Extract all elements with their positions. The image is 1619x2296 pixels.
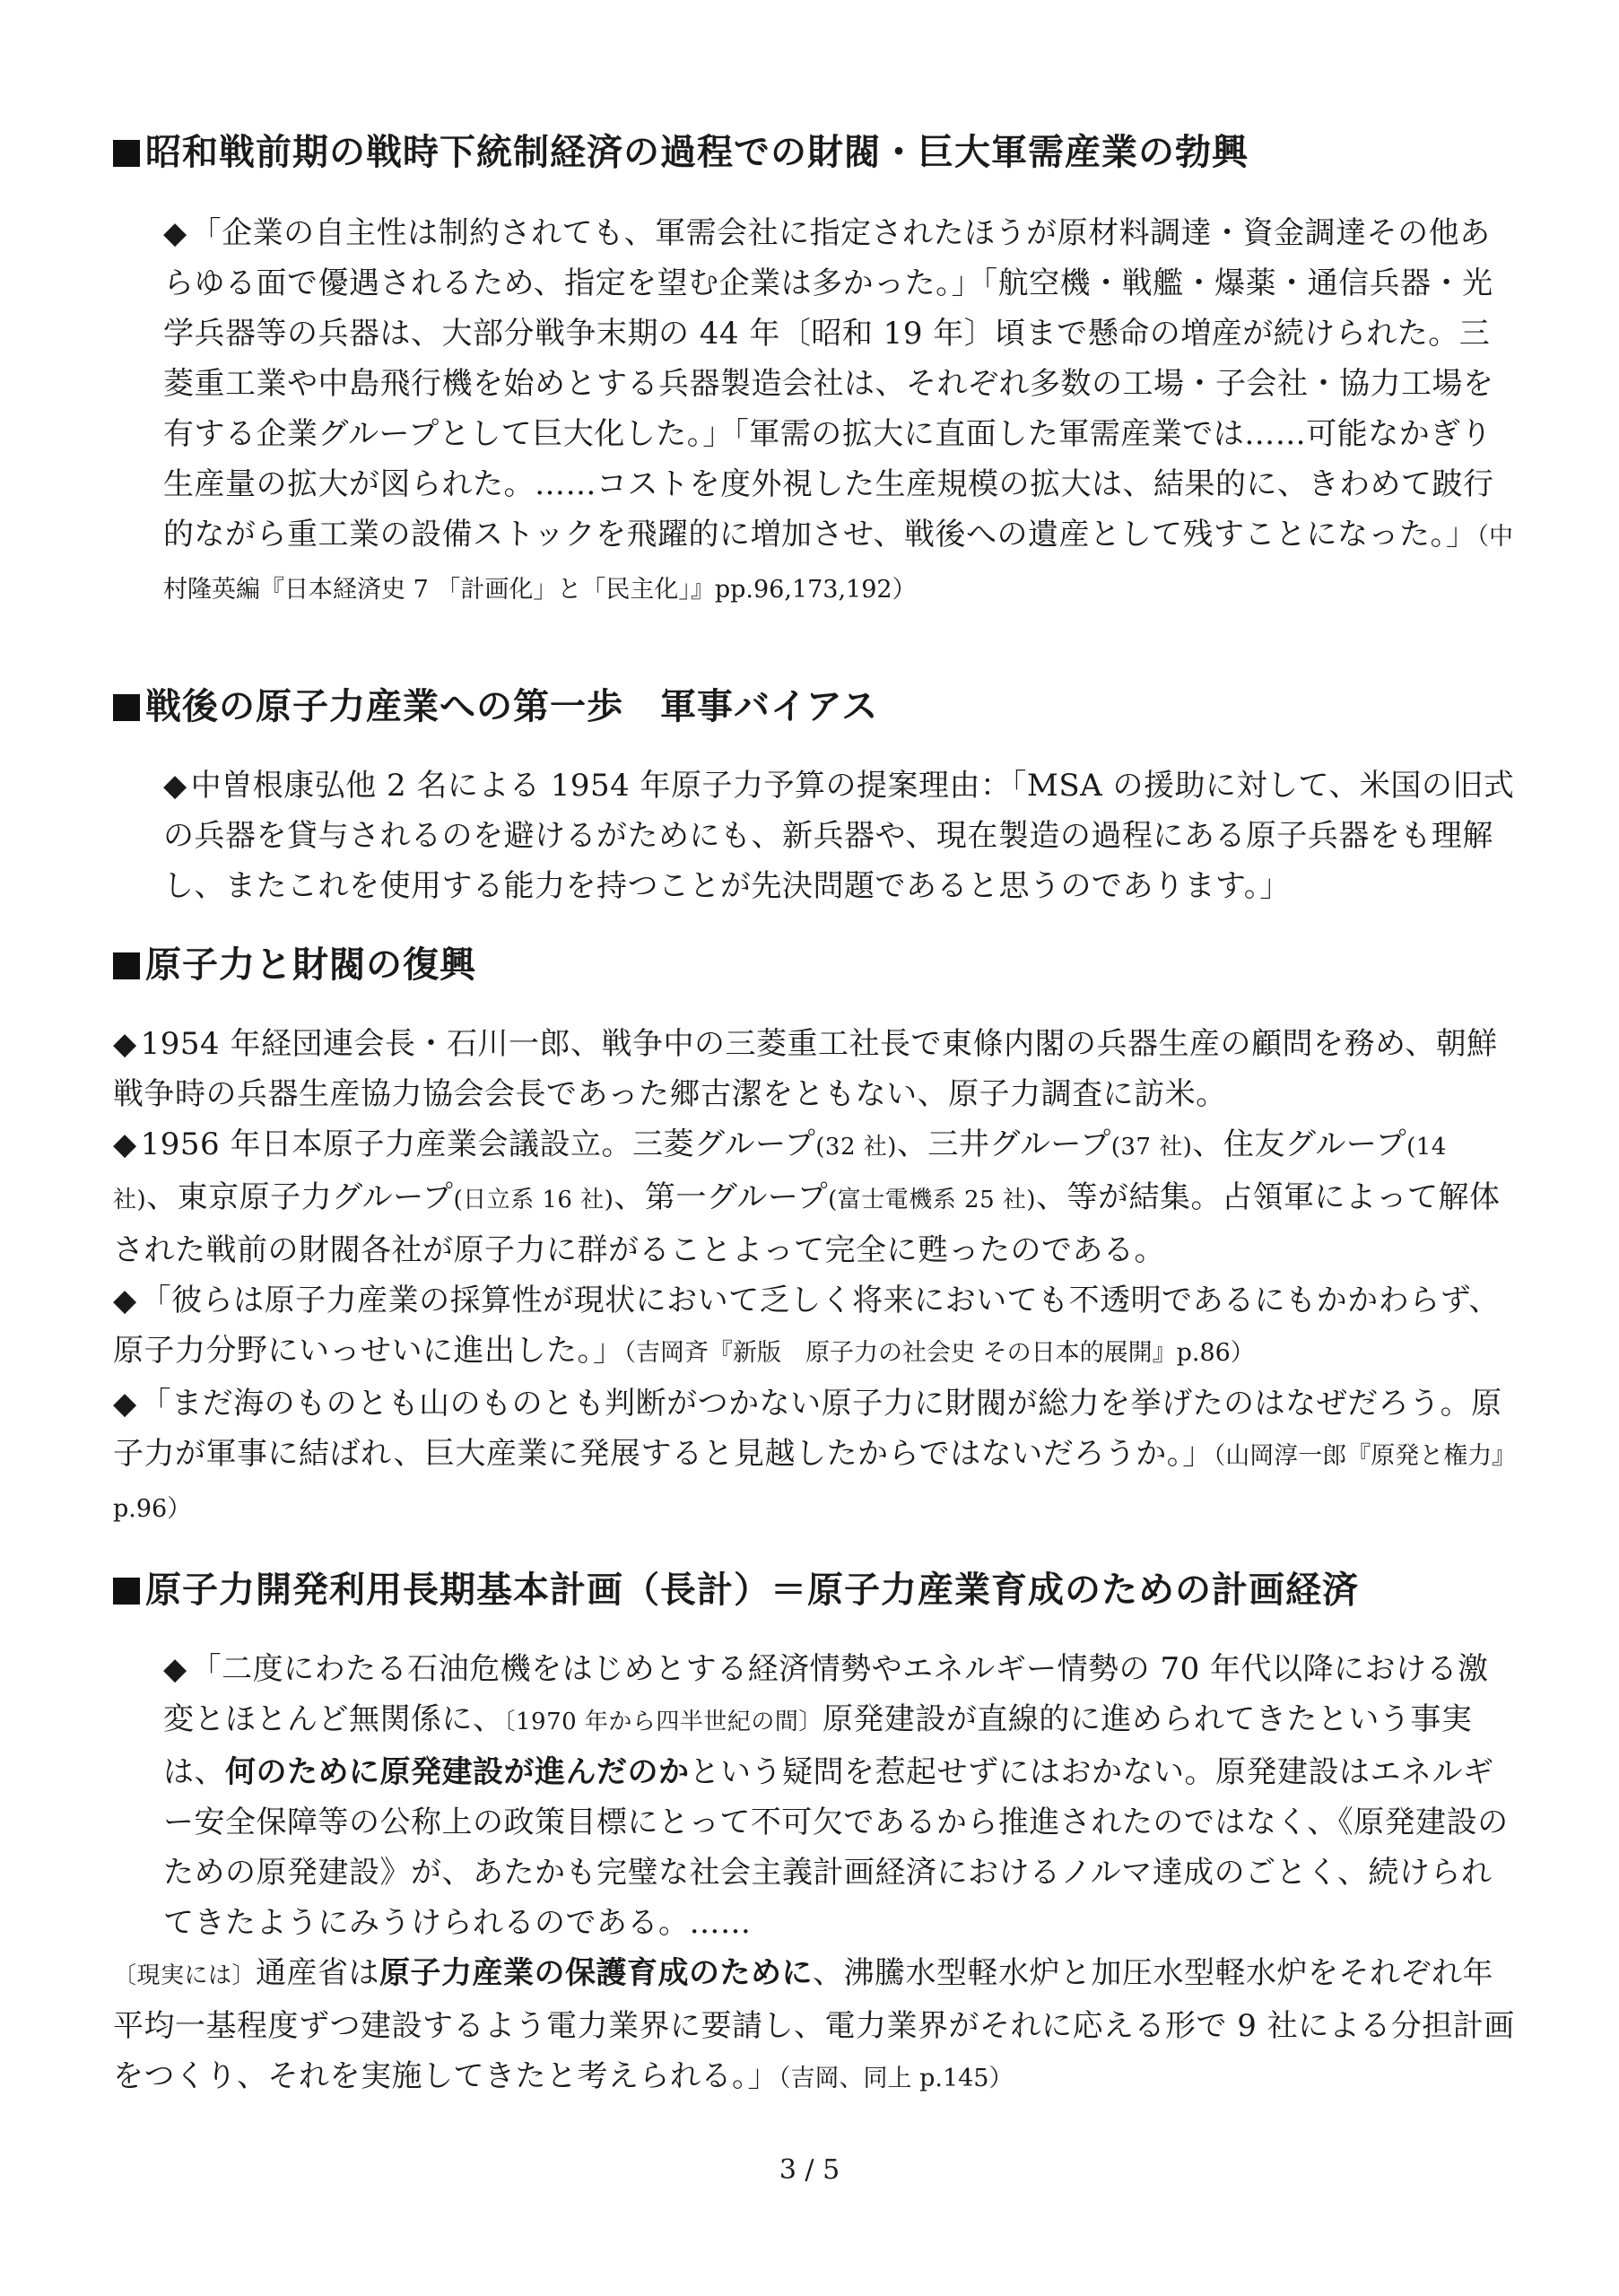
diamond-bullet-icon: ◆: [113, 1283, 137, 1318]
heading-text: 原子力開発利用長期基本計画（長計）＝原子力産業育成のための計画経済: [145, 1570, 1359, 1611]
citation: （吉岡斉『新版 原子力の社会史 その日本的展開』p.86）: [623, 1339, 1255, 1367]
note-small: 〔現実には〕: [113, 1962, 257, 1989]
paragraph-text: 中曽根康弘他 2 名による 1954 年原子力予算の提案理由：「MSA の援助に対して、米国の旧式の兵器を貸与されるのを避けるがためにも、新兵器や、現在製造の過程にある原子兵器をも理解し、またこれを使用する能力を持つことが先決問題であると思うのであります。」: [163, 768, 1515, 904]
note-small: (14 社): [113, 1134, 1447, 1213]
paragraph-text: という疑問を惹起せずにはおかない。原発建設はエネルギー安全保障等の公称上の政策目標にとって不可欠であるから推進されたのではなく、《原発建設のための原発建設》が、あたかも完璧な社会主義計画経済におけるノルマ達成のごとく、続けられてきたようにみうけられるのである。……: [163, 1754, 1509, 1941]
heading-text: 原子力と財閥の復興: [145, 944, 476, 986]
paragraph-text: 、第一グループ: [614, 1179, 829, 1215]
paragraph-text: 「二度にわたる石油危機をはじめとする経済情勢やエネルギー情勢の 70 年代以降における激変とほとんど無関係に、: [163, 1651, 1489, 1737]
citation: （山岡淳一郎『原発と権力』p.96）: [113, 1442, 1517, 1523]
bullet-square-icon: [113, 694, 140, 721]
page-number: 3 / 5: [779, 2154, 840, 2186]
citation: （吉岡、同上 p.145）: [779, 2065, 1014, 2092]
section-nuclear-zaibatsu-revival: [113, 936, 1519, 1535]
note-small: (富士電機系 25 社): [828, 1187, 1037, 1213]
bullet-paragraph: [113, 1019, 1519, 1119]
section-heading: [113, 1561, 1519, 1619]
paragraph-text: 、三井グループ: [896, 1126, 1111, 1162]
section-heading: [113, 936, 1519, 994]
note-small: (日立系 16 社): [453, 1187, 614, 1213]
paragraph-text: 1954 年経団連会長・石川一郎、戦争中の三菱重工社長で東條内閣の兵器生産の顧問を務め、朝鮮戦争時の兵器生産協力協会会長であった郷古潔をともない、原子力調査に訪米。: [113, 1026, 1498, 1112]
note-small: (32 社): [815, 1134, 897, 1161]
citation: （中村隆英編『日本経済史 7 「計画化」と「民主化」』pp.96,173,192）: [163, 523, 1513, 604]
section-heading: [113, 678, 1519, 735]
bullet-paragraph: [113, 1378, 1519, 1535]
section-long-term-plan: [113, 1561, 1519, 2104]
section-zaibatsu-prewar: [113, 124, 1519, 615]
paragraph-text: 「企業の自主性は制約されても、軍需会社に指定されたほうが原材料調達・資金調達その他あらゆる面で優遇されるため、指定を望む企業は多かった。」「航空機・戦艦・爆薬・通信兵器・光学兵器等の兵器は、大部分戦争末期の 44 年〔昭和 19 年〕頃まで懸命の増産が続けられた。三菱重工業や中島飛行機を始めとする兵器製造会社は、それぞれ多数の工場・子会社・協力工場を有する企業グループとして巨大化した。」「軍需の拡大に直面した軍需産業では……可能なかぎり生産量の拡大が図られた。……コストを度外視した生産規模の拡大は、結果的に、きわめて跛行的ながら重工業の設備ストックを飛躍的に増加させ、戦後への遺産として残すことになった。」: [163, 215, 1494, 552]
diamond-bullet-icon: ◆: [163, 215, 187, 251]
quote-paragraph: [113, 208, 1519, 615]
note-small: 〔1970 年から四半世紀の間〕: [503, 1709, 823, 1735]
bullet-square-icon: [113, 1578, 140, 1605]
quote-paragraph: [113, 1644, 1519, 1948]
bullet-square-icon: [113, 140, 140, 167]
heading-text: 昭和戦前期の戦時下統制経済の過程での財閥・巨大軍需産業の勃興: [145, 132, 1249, 173]
emphasis-text: 何のために原発建設が進んだのか: [225, 1754, 690, 1790]
paragraph-text: 、東京原子力グループ: [146, 1179, 454, 1215]
emphasis-text: 原子力産業の保護育成のために: [379, 1955, 814, 1991]
diamond-bullet-icon: ◆: [163, 768, 187, 804]
section-heading: [113, 124, 1519, 181]
bullet-square-icon: [113, 952, 140, 979]
quote-paragraph: [113, 761, 1519, 911]
diamond-bullet-icon: ◆: [163, 1651, 187, 1687]
diamond-bullet-icon: ◆: [113, 1126, 137, 1162]
note-small: (37 社): [1110, 1134, 1193, 1161]
quote-continuation: [113, 1948, 1519, 2104]
diamond-bullet-icon: ◆: [113, 1026, 137, 1062]
paragraph-text: 1956 年日本原子力産業会議設立。三菱グループ: [140, 1126, 816, 1162]
paragraph-text: 、沸騰水型軽水炉と加圧水型軽水炉をそれぞれ年平均一基程度ずつ建設するよう電力業界に要請し、電力業界がそれに応える形で 9 社による分担計画をつくり、それを実施してきたと考えられる。」: [113, 1955, 1515, 2094]
paragraph-text: 原発建設が直線的に進められてきたという事実は、: [163, 1701, 1473, 1790]
paragraph-text: 「彼らは原子力産業の採算性が現状において乏しく将来においても不透明であるにもかかわらず、原子力分野にいっせいに進出した。」: [113, 1283, 1500, 1369]
diamond-bullet-icon: ◆: [113, 1386, 137, 1422]
section-military-bias: [113, 678, 1519, 911]
paragraph-text: 「まだ海のものとも山のものとも判断がつかない原子力に財閥が総力を挙げたのはなぜだろう。原子力が軍事に結ばれ、巨大産業に発展すると見越したからではないだろうか。」: [113, 1386, 1502, 1472]
paragraph-text: 、等が結集。占領軍によって解体された戦前の財閥各社が原子力に群がることよって完全に甦ったのである。: [113, 1179, 1501, 1268]
bullet-paragraph: [113, 1275, 1519, 1378]
paragraph-text: 、住友グループ: [1192, 1126, 1407, 1162]
heading-text: 戦後の原子力産業への第一歩 軍事バイアス: [145, 686, 879, 727]
paragraph-text: 通産省は: [256, 1955, 380, 1991]
bullet-paragraph: [113, 1119, 1519, 1275]
